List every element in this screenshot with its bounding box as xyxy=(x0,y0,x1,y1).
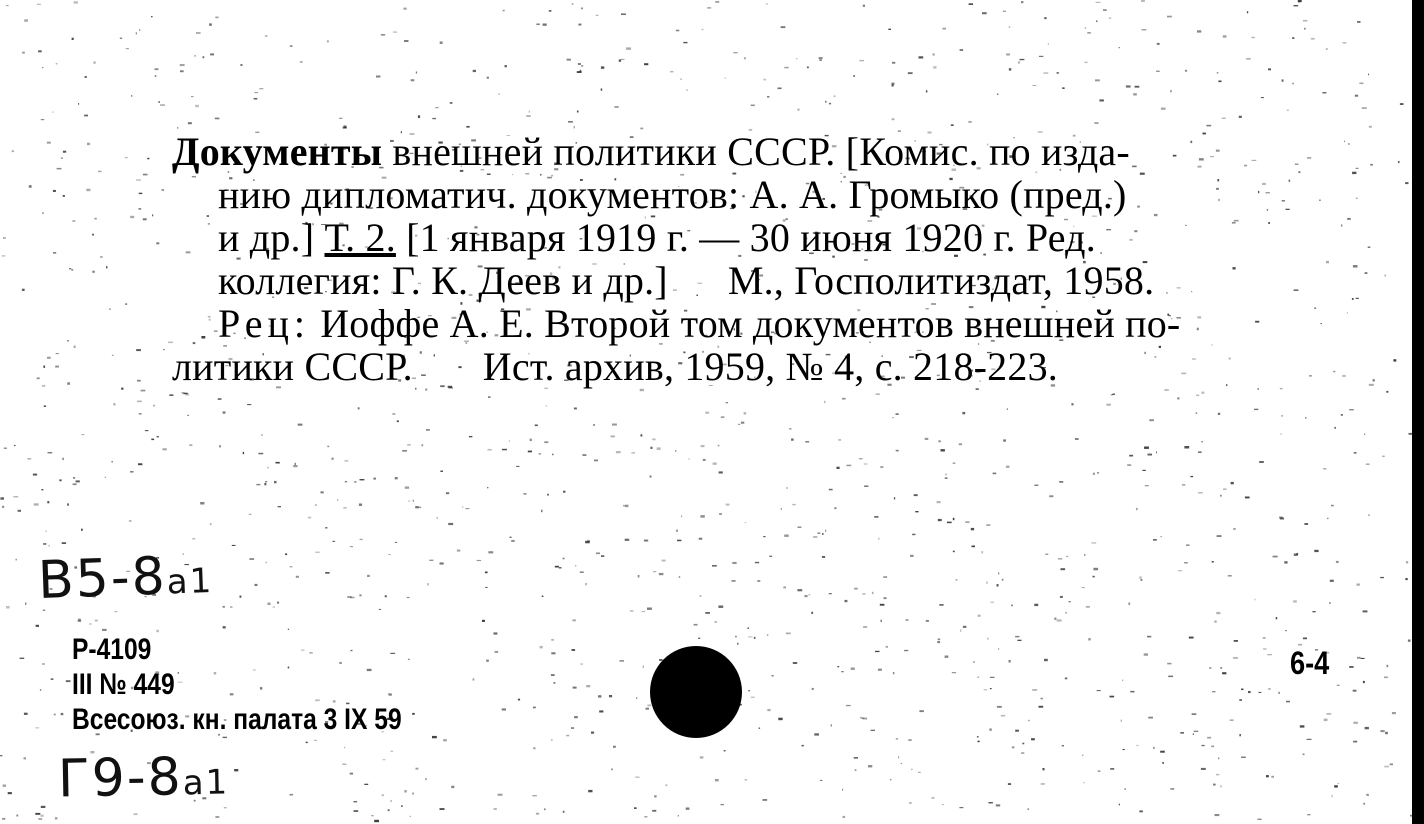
shelf-mark-top-suffix: а1 xyxy=(166,560,214,603)
entry-line-5 xyxy=(172,302,1352,345)
bibliographic-entry xyxy=(172,130,1352,388)
registration-block xyxy=(72,632,402,737)
entry-line-3-start: и др.] xyxy=(218,215,325,260)
entry-line-1 xyxy=(172,130,1352,173)
entry-line-4-start: коллегия: Г. К. Деев и др.] xyxy=(218,258,668,303)
entry-line-3-end: [1 января 1919 г. — 30 июня 1920 г. Ред. xyxy=(395,215,1096,260)
entry-line-1-rest: внешней политики СССР. [Комис. по изда- xyxy=(382,129,1130,174)
entry-volume: Т. 2. xyxy=(324,215,396,260)
review-label: Рец: xyxy=(218,301,310,346)
book-chamber-stamp: Всесоюз. кн. палата 3 IX 59 xyxy=(72,703,402,736)
entry-line-3 xyxy=(172,216,1352,259)
review-source: Ист. архив, 1959, № 4, с. 218-223. xyxy=(482,344,1058,389)
entry-line-4 xyxy=(172,259,1352,302)
card-edge-shadow xyxy=(1412,0,1424,824)
card-code: 6-4 xyxy=(1290,645,1330,681)
entry-heading: Документы xyxy=(172,129,383,174)
punch-hole xyxy=(650,646,742,738)
handwritten-shelf-mark-top xyxy=(37,545,214,611)
registration-code: Р-4109 xyxy=(72,633,152,666)
handwritten-shelf-mark-bottom xyxy=(57,747,229,810)
shelf-mark-bottom-main: Г9-8 xyxy=(57,747,184,810)
shelf-mark-bottom-suffix: а1 xyxy=(182,762,230,804)
entry-line-6 xyxy=(172,345,1352,388)
entry-line-2: нию дипломатич. документов: А. А. Громыко (пред.) xyxy=(218,172,1127,217)
registration-number: III № 449 xyxy=(72,668,175,701)
entry-line-5-rest: Иоффе А. Е. Второй том документов внешней по- xyxy=(310,301,1181,346)
shelf-mark-top-main: B5-8 xyxy=(37,546,168,612)
entry-line-6-start: литики СССР. xyxy=(172,344,413,389)
entry-imprint: М., Госполитиздат, 1958. xyxy=(727,258,1155,303)
